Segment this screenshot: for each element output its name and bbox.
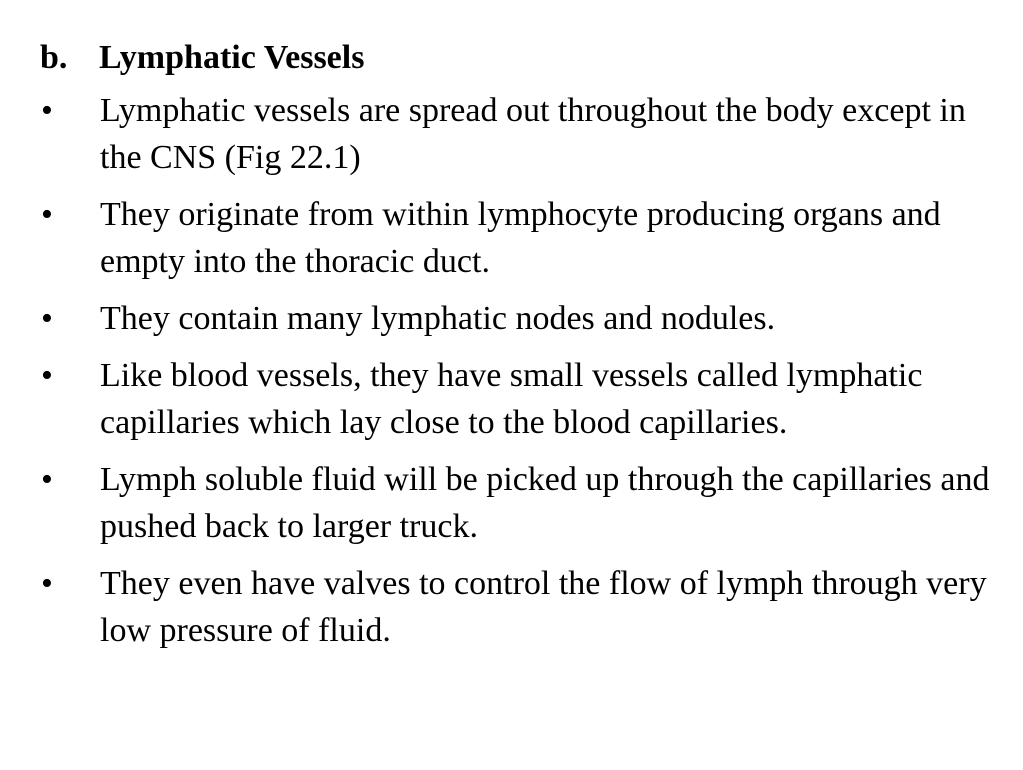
bullet-text: They even have valves to control the flow of lymph through very low pressure of fluid. xyxy=(100,565,987,649)
bullet-point: • xyxy=(41,196,53,233)
bullet-point: • xyxy=(41,461,53,498)
bullet-item-3 xyxy=(40,295,1000,342)
section-heading xyxy=(40,34,1000,81)
bullet-item-1 xyxy=(40,87,1000,181)
section-title: Lymphatic Vessels xyxy=(99,39,365,76)
bullet-item-4 xyxy=(40,352,1000,446)
bullet-point: • xyxy=(41,300,53,337)
bullet-text: They originate from within lymphocyte producing organs and empty into the thoracic duct. xyxy=(100,196,941,280)
bullet-text: Like blood vessels, they have small vessels called lymphatic capillaries which lay close to the blood capillaries. xyxy=(100,357,923,441)
bullet-point: • xyxy=(41,357,53,394)
bullet-point: • xyxy=(41,92,53,129)
section-marker: b. xyxy=(40,39,68,76)
bullet-item-6 xyxy=(40,560,1000,654)
bullet-point: • xyxy=(41,565,53,602)
bullet-text: Lymphatic vessels are spread out throughout the body except in the CNS (Fig 22.1) xyxy=(100,92,966,176)
bullet-item-2 xyxy=(40,191,1000,285)
bullet-text: Lymph soluble fluid will be picked up through the capillaries and pushed back to larger truck. xyxy=(100,461,990,545)
bullet-text: They contain many lymphatic nodes and nodules. xyxy=(100,300,776,337)
bullet-item-5 xyxy=(40,456,1000,550)
slide-content xyxy=(40,34,1000,654)
